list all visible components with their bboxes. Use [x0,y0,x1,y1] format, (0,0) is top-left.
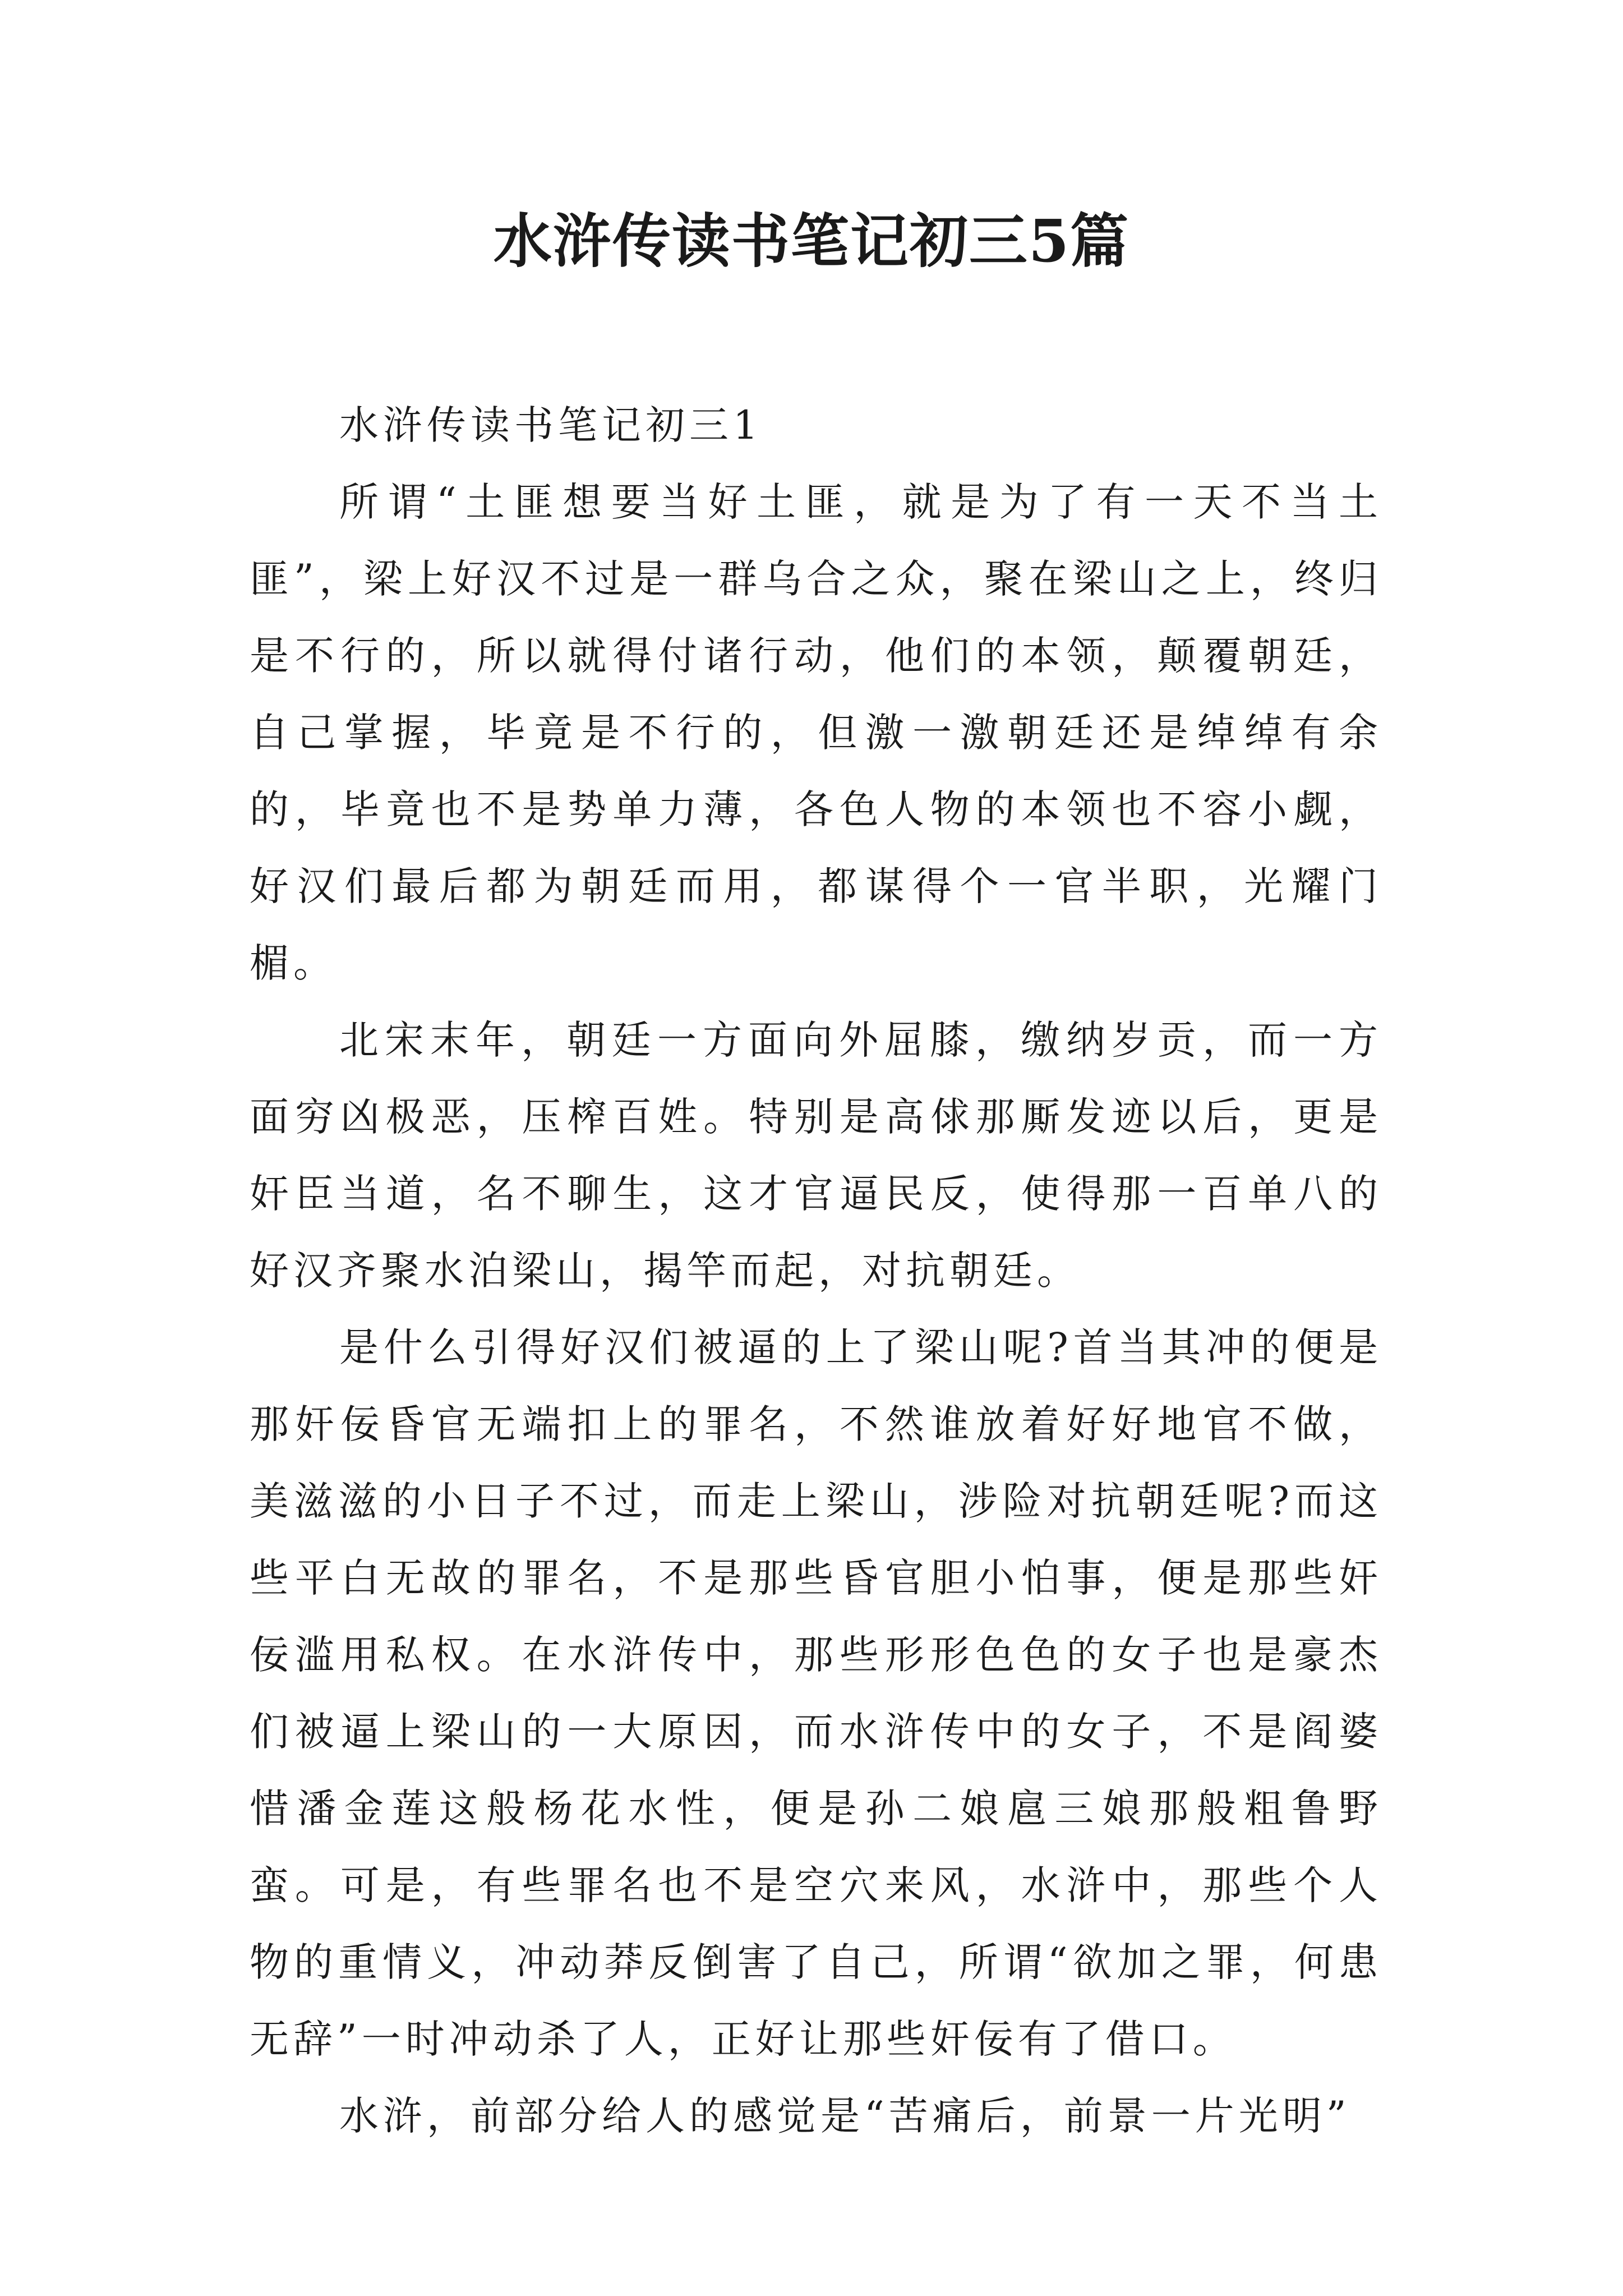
document-title: 水浒传读书笔记初三5篇 [493,206,1130,275]
document-body [250,387,1382,2155]
paragraph-1: 所谓“土匪想要当好土匪，就是为了有一天不当土匪”，梁上好汉不过是一群乌合之众，聚在梁山之上，终归是不行的，所以就得付诸行动，他们的本领，颠覆朝廷，自己掌握，毕竟是不行的，但激一激朝廷还是绰绰有余的，毕竟也不是势单力薄，各色人物的本领也不容小觑，好汉们最后都为朝廷而用，都谋得个一官半职，光耀门楣。 [250,479,1382,986]
paragraph-3: 是什么引得好汉们被逼的上了梁山呢?首当其冲的便是那奸佞昏官无端扣上的罪名，不然谁放着好好地官不做，美滋滋的小日子不过，而走上梁山，涉险对抗朝廷呢?而这些平白无故的罪名，不是那些昏官胆小怕事，便是那些奸佞滥用私权。在水浒传中，那些形形色色的女子也是豪杰们被逼上梁山的一大原因，而水浒传中的女子，不是阎婆惜潘金莲这般杨花水性，便是孙二娘扈三娘那般粗鲁野蛮。可是，有些罪名也不是空穴来风，水浒中，那些个人物的重情义，冲动莽反倒害了自己，所谓“欲加之罪，何患无辞”一时冲动杀了人，正好让那些奸佞有了借口。 [250,1324,1382,2062]
section-heading: 水浒传读书笔记初三1 [339,402,763,448]
paragraph-4: 水浒，前部分给人的感觉是“苦痛后，前景一片光明” [339,2093,1351,2139]
paragraph-2: 北宋末年，朝廷一方面向外屈膝，缴纳岁贡，而一方面穷凶极恶，压榨百姓。特别是高俅那厮发迹以后，更是奸臣当道，名不聊生，这才官逼民反，使得那一百单八的好汉齐聚水泊梁山，揭竿而起，对抗朝廷。 [250,1017,1382,1294]
